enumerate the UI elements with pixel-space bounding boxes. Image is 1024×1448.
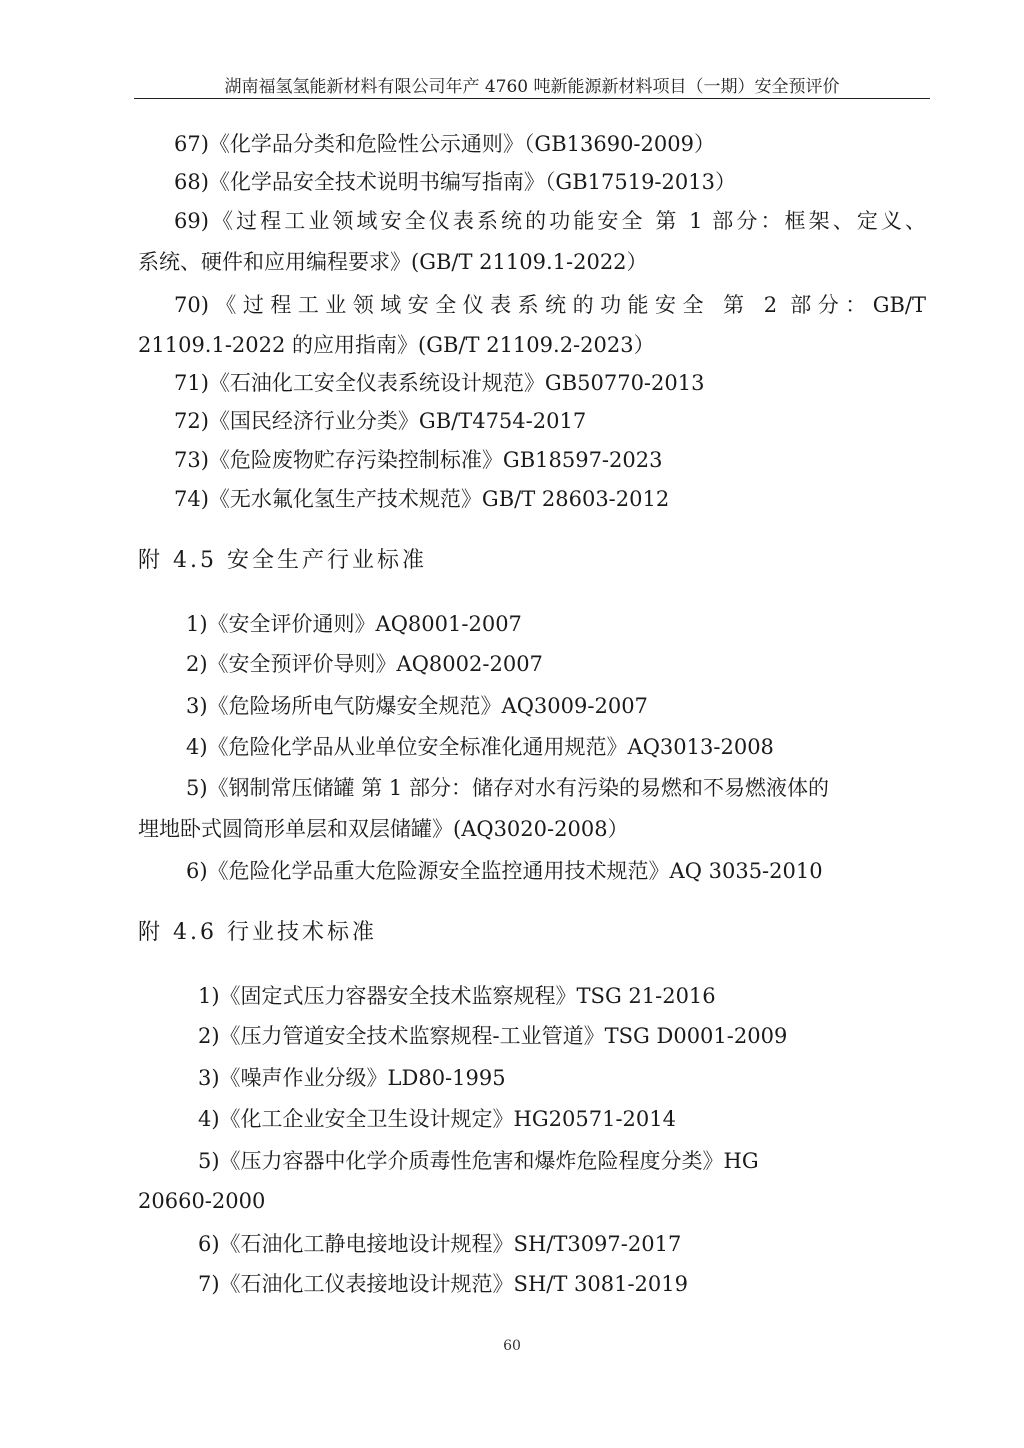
list-item: 67)《化学品分类和危险性公示通则》（GB13690-2009）	[174, 132, 715, 156]
list-item: 73)《危险废物贮存污染控制标准》GB18597-2023	[174, 448, 663, 472]
list-item: 3)《危险场所电气防爆安全规范》AQ3009-2007	[186, 694, 648, 718]
list-item: 5)《钢制常压储罐 第 1 部分：储存对水有污染的易燃和不易燃液体的	[186, 776, 829, 800]
list-item: 2)《安全预评价导则》AQ8002-2007	[186, 652, 543, 676]
list-item-continuation: 埋地卧式圆筒形单层和双层储罐》(AQ3020-2008）	[138, 817, 629, 841]
list-item-continuation: 21109.1-2022 的应用指南》(GB/T 21109.2-2023）	[138, 333, 655, 357]
list-item: 7)《石油化工仪表接地设计规范》SH/T 3081-2019	[198, 1272, 688, 1296]
list-item: 71)《石油化工安全仪表系统设计规范》GB50770-2013	[174, 371, 705, 395]
list-item: 4)《危险化学品从业单位安全标准化通用规范》AQ3013-2008	[186, 735, 774, 759]
list-item: 1)《安全评价通则》AQ8001-2007	[186, 612, 522, 636]
list-item: 6)《危险化学品重大危险源安全监控通用技术规范》AQ 3035-2010	[186, 859, 823, 883]
list-item: 74)《无水氟化氢生产技术规范》GB/T 28603-2012	[174, 487, 670, 511]
list-item: 2)《压力管道安全技术监察规程-工业管道》TSG D0001-2009	[198, 1024, 788, 1048]
list-item: 5)《压力容器中化学介质毒性危害和爆炸危险程度分类》HG	[198, 1149, 759, 1173]
list-item: 3)《噪声作业分级》LD80-1995	[198, 1066, 506, 1090]
list-item: 1)《固定式压力容器安全技术监察规程》TSG 21-2016	[198, 984, 716, 1008]
list-item-continuation: 20660-2000	[138, 1189, 266, 1213]
list-item: 68)《化学品安全技术说明书编写指南》（GB17519-2013）	[174, 170, 736, 194]
list-item: 70)《过程工业领域安全仪表系统的功能安全 第 2 部分：GB/T	[174, 293, 926, 317]
list-item: 72)《国民经济行业分类》GB/T4754-2017	[174, 409, 587, 433]
header-title: 湖南福氢氢能新材料有限公司年产 4760 吨新能源新材料项目（一期）安全预评价	[224, 77, 840, 97]
list-item-continuation: 系统、硬件和应用编程要求》(GB/T 21109.1-2022）	[138, 250, 648, 274]
section-heading: 附 4.6 行业技术标准	[138, 920, 377, 945]
section-heading: 附 4.5 安全生产行业标准	[138, 548, 427, 573]
page-number: 60	[503, 1338, 521, 1354]
header-rule	[134, 98, 930, 99]
list-item: 4)《化工企业安全卫生设计规定》HG20571-2014	[198, 1107, 676, 1131]
list-item: 69)《过程工业领域安全仪表系统的功能安全 第 1 部分：框架、定义、	[174, 209, 926, 233]
list-item: 6)《石油化工静电接地设计规程》SH/T3097-2017	[198, 1232, 682, 1256]
